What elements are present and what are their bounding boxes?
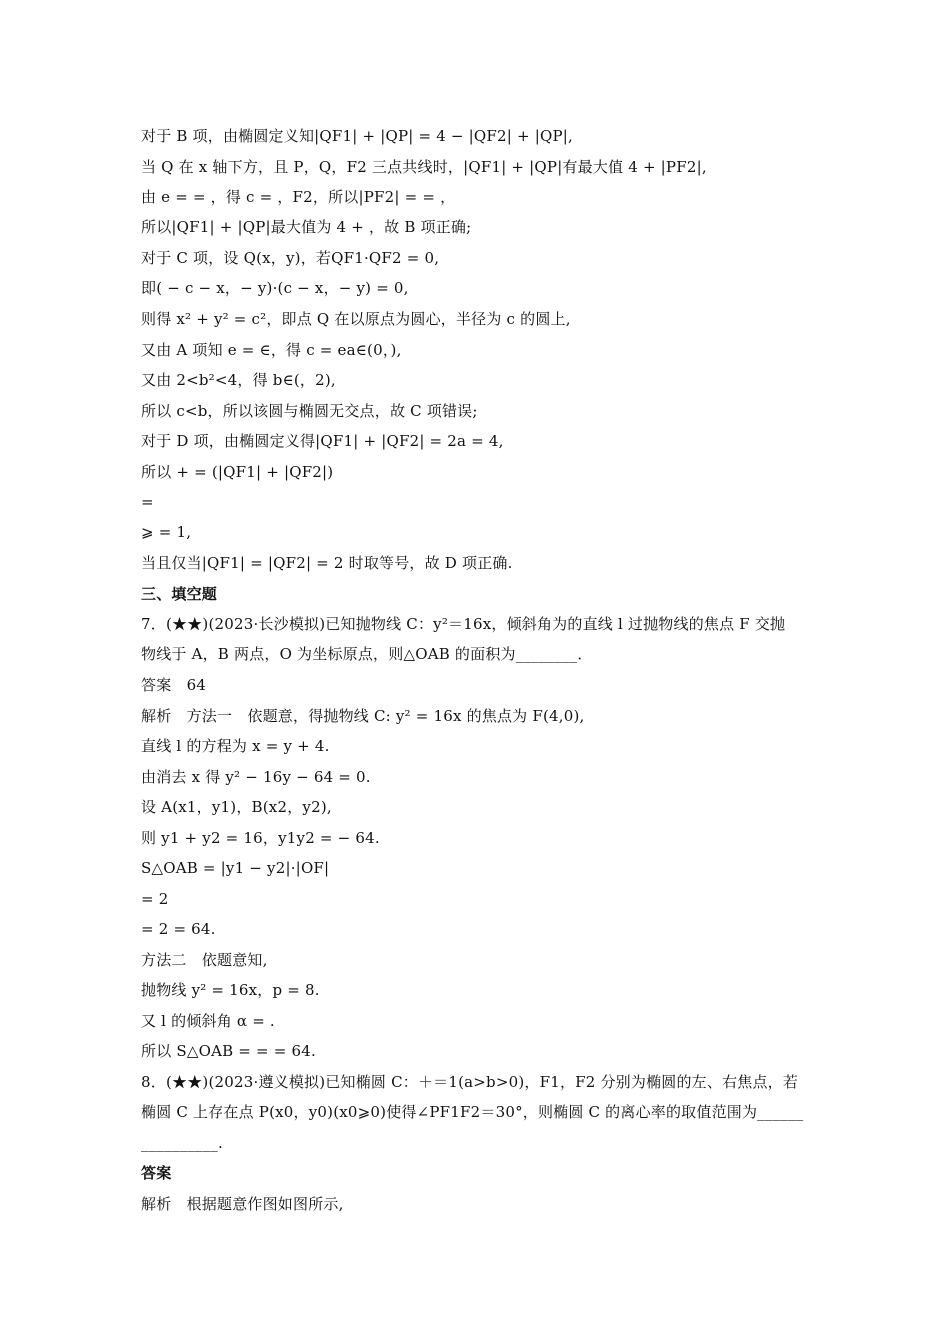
question-8-line-3: __________.: [141, 1134, 223, 1152]
text-line: 所以|QF1| + |QP|最大值为 4 + ，故 B 项正确;: [141, 218, 472, 236]
text-line: 又由 2<b²<4，得 b∈(，2),: [141, 371, 336, 389]
text-line: 则得 x² + y² = c²，即点 Q 在以原点为圆心，半径为 c 的圆上,: [141, 310, 571, 328]
text-line: 对于 B 项，由椭圆定义知|QF1| + |QP| = 4 − |QF2| + |QP|,: [141, 127, 573, 145]
text-line: 由 e = = ，得 c = ，F2，所以|PF2| = = ，: [141, 188, 456, 206]
text-line: 所以 c<b，所以该圆与椭圆无交点，故 C 项错误;: [141, 402, 478, 420]
answer-7: 答案 64: [141, 676, 207, 694]
text-line: S△OAB = |y1 − y2|·|OF|: [141, 859, 330, 877]
method-two-heading: 方法二 依题意知,: [141, 951, 268, 969]
text-line: = 2 = 64.: [141, 920, 216, 938]
text-line: 对于 C 项，设 Q(x，y)，若QF1·QF2 = 0,: [141, 249, 440, 267]
text-line: 由消去 x 得 y² − 16y − 64 = 0.: [141, 768, 371, 786]
question-8-line-2: 椭圆 C 上存在点 P(x0，y0)(x0⩾0)使得∠PF1F2＝30°，则椭圆 C 的离心率的取值范围为______: [141, 1103, 804, 1121]
text-line: 所以 S△OAB = = = 64.: [141, 1042, 316, 1060]
text-line: 设 A(x1，y1)，B(x2，y2),: [141, 798, 332, 816]
text-line: 当 Q 在 x 轴下方，且 P，Q，F2 三点共线时，|QF1| + |QP|有最大值 4 + |PF2|,: [141, 158, 707, 176]
text-line: 对于 D 项，由椭圆定义得|QF1| + |QF2| = 2a = 4,: [141, 432, 504, 450]
question-7-line-1: 7．(★★)(2023·长沙模拟)已知抛物线 C：y²＝16x，倾斜角为的直线 l 过抛物线的焦点 F 交抛: [141, 615, 786, 633]
question-7-line-2: 物线于 A，B 两点，O 为坐标原点，则△OAB 的面积为________．: [141, 645, 593, 663]
text-line: =: [141, 493, 154, 511]
section-heading: 三、填空题: [141, 585, 218, 603]
analysis-8: 解析 根据题意作图如图所示,: [141, 1195, 344, 1213]
text-line: 又 l 的倾斜角 α = .: [141, 1012, 275, 1030]
analysis-7: 解析 方法一 依题意，得抛物线 C: y² = 16x 的焦点为 F(4,0),: [141, 707, 585, 725]
text-line: 抛物线 y² = 16x，p = 8.: [141, 981, 320, 999]
question-8-line-1: 8．(★★)(2023·遵义模拟)已知椭圆 C：＋＝1(a>b>0)，F1，F2 分别为椭圆的左、右焦点，若: [141, 1073, 799, 1091]
text-line: = 2: [141, 890, 169, 908]
text-line: 直线 l 的方程为 x = y + 4.: [141, 737, 330, 755]
text-line: ⩾ = 1,: [141, 523, 192, 541]
text-line: 即( − c − x，− y)·(c − x，− y) = 0,: [141, 279, 409, 297]
text-line: 则 y1 + y2 = 16，y1y2 = − 64.: [141, 829, 380, 847]
text-line: 当且仅当|QF1| = |QF2| = 2 时取等号，故 D 项正确.: [141, 554, 513, 572]
text-line: 又由 A 项知 e = ∈，得 c = ea∈(0，),: [141, 341, 402, 359]
answer-8: 答案: [141, 1164, 172, 1182]
text-line: 所以 + = (|QF1| + |QF2|): [141, 463, 334, 481]
